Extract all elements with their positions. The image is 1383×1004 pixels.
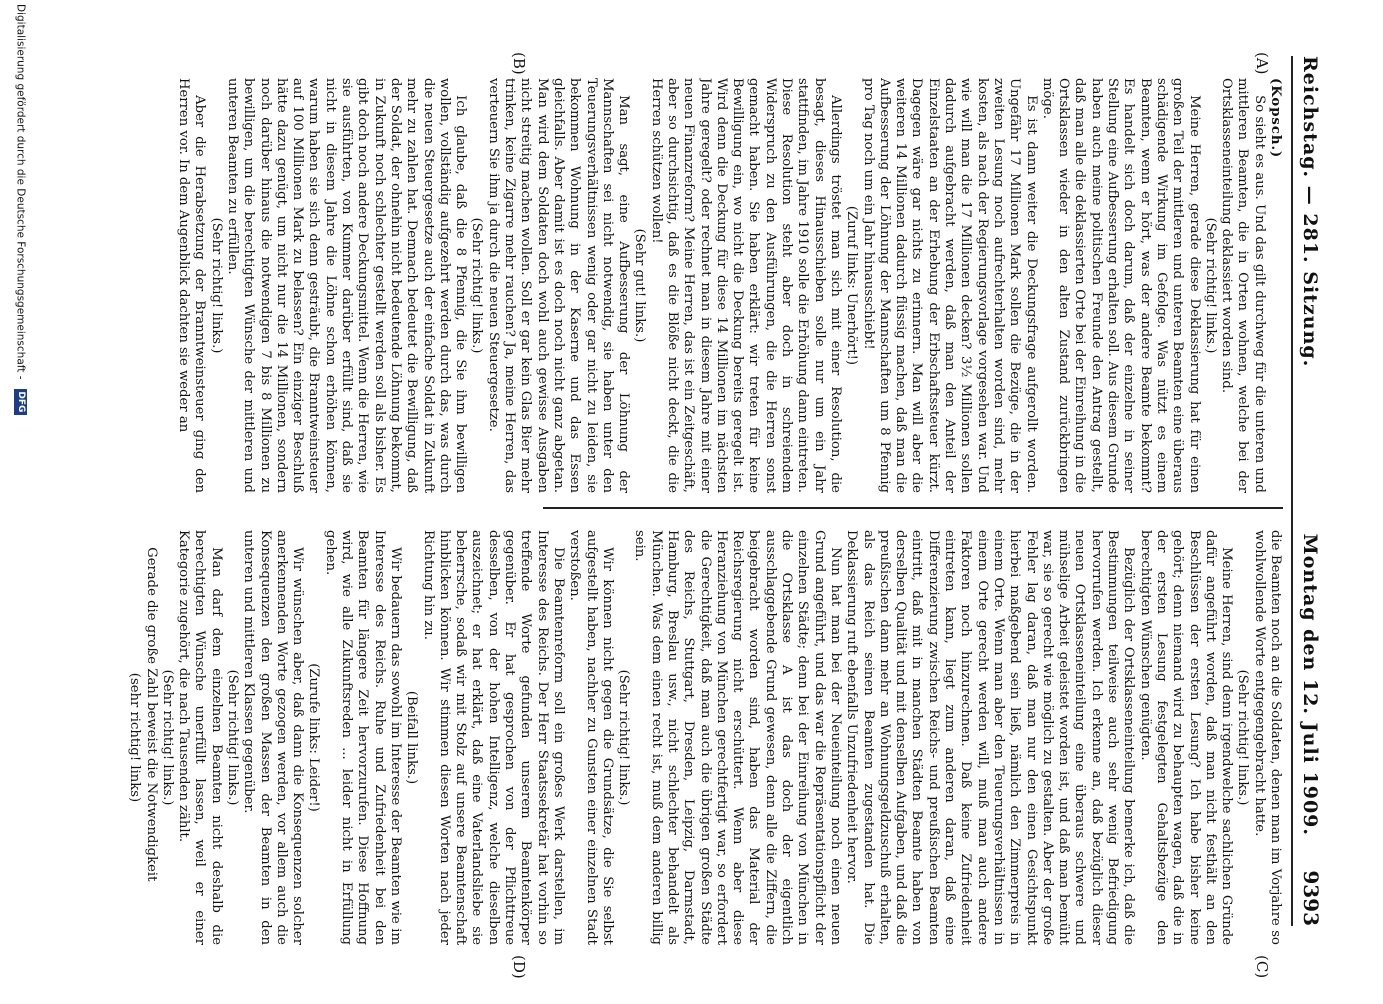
paragraph: Man darf dem einzelnen Beamten nicht deshalb die berechtigten Wünsche unerfüllt lassen, weil er einer Kategorie zugehört, die nach Tausenden zählt. — [176, 530, 224, 945]
paragraph: So sieht es aus. Und das gilt durchweg für die unteren und mittleren Beamten, die in Orten wohnen, welche bei der Ortsklasseneinteilung deklassiert worden sind. — [1219, 78, 1267, 493]
interjection: (Sehr gut! links.) — [632, 228, 648, 343]
interjection: (Sehr richtig! links.) — [1202, 217, 1218, 354]
interjection: (Sehr richtig! links.) — [208, 217, 224, 354]
margin-mark-a: (A) — [1253, 52, 1271, 75]
paragraph: Wir können nicht gegen die Grundsätze, die Sie selbst aufgestellt haben, nachher zu Gunsten einer einzelnen Stadt verstoßen. — [567, 530, 615, 945]
interjection: (Sehr richtig! links.) — [225, 669, 240, 806]
paragraph: Man sagt, eine Aufbesserung der Löhnung der Mannschaften sei nicht notwendig, sie haben unter den Teuerungsverhältnissen wenig oder gar nicht zu leiden, sie bekommen Wohnung in der Kaserne und das Essen gleichfalls. Aber damit ist es doch noch nicht ganz abgetan. Man wird dem Soldaten doch wohl auch gewisse Ausgaben nicht streitig machen wollen. Soll er gar kein Glas Bier mehr trinken, keine Zigarre mehr rauchen? Ja, meine Herren, das verteuern Sie ihm ja durch die neuen Steuergesetze. — [485, 78, 632, 493]
interjection: (Sehr richtig! links.) — [1235, 669, 1251, 806]
paragraph: Bezüglich der Ortsklasseneinteilung bemerke ich, daß die Bestimmungen teilweise auch sehr wenig Befriedigung hervorrufen werden. Ich erkenne an, daß bezüglich dieser neuen Ortsklasseneinteilung eine überaus schwere und mühselige Arbeit geleistet worden ist, und daß man bemüht war, sie so gerecht wie möglich zu gestalten. Aber der große Fehler lag daran, daß man nur den einen Gesichtspunkt hierbei maßgebend sein ließ, nämlich den Zimmerpreis in einem Orte. Wenn man aber den Teuerungsverhältnissen in einem Orte gerecht werden will, muß man auch andere Faktoren noch hinzurechnen. Daß keine Zufriedenheit eintreten kann, liegt zum anderen daran, daß eine Differenzierung zwischen Reichs- und preußischen Beamten eintritt, daß mit in manchen Städten Beamte haben von derselben Qualität und mit denselben Aufgaben, und daß die preußischen dann mehr an Wohnungsgeldzuschuß erhalten, als das Reich seinen Beamten zugestanden hat. Die Deklassierung ruft ebenfalls Unzufriedenheit hervor. — [844, 530, 1137, 945]
paragraph: Meine Herren, sind denn irgendwelche sachlichen Gründe dafür angeführt worden, daß man nicht festhält an den Beschlüssen der ersten Lesung? Ich habe bisher keine gehört; denn niemand wird zu behaupten wagen, daß die in der ersten Lesung festgelegten Gehaltsbezüge den berechtigten Wünschen genügten. — [1137, 530, 1235, 945]
digitization-credit — [14, 0, 27, 1004]
paragraph: Die Beamtenreform soll ein großes Werk darstellen, im Interesse des Reichs. Der Herr Staatssekretär hat vorhin so treffende Worte gefunden unserem Beamtenkörper gegenüber. Er hat gesprochen von der Pflichttreue desselben, von der hohen Intelligenz, welche dieselben auszeichnet; er hat erklärt, daß eine Vaterlandsliebe sie beherrsche, sodaß wir mit Stolz auf unsere Beamtenschaft hinblicken können. Wir stimmen diesen Worten nach jeder Richtung hin zu. — [420, 530, 566, 945]
paragraph: Allerdings tröstet man sich mit einer Resolution, die besagt, dieses Hinausschieben solle nur um ein Jahr stattfinden, im Jahre 1910 solle die Erhöhung dann eintreten. Diese Resolution steht aber doch in schreiendem Widerspruch zu den Ausführungen, die die Herren sonst gemacht haben. Sie haben erklärt: wir treten für keine Bewilligung ein, wo nicht die Deckung bereits geregelt ist. Wird denn die Deckung für diese 14 Millionen im nächsten Jahre geregelt? oder rechnet man in diesem Jahre mit einer neuen Finanzreform? Meine Herren, das ist ein Zeitgeschäft, aber so durchsichtig, daß es die Blöße nicht deckt, die die Herren schützen wollen! — [648, 78, 843, 493]
page-header — [1291, 56, 1327, 926]
paragraph: Nun hat man bei der Neueinteilung noch einen neuen Grund angeführt, und das war die Repräsentationspflicht der einzelnen Städte; denn bei der Einreihung von München in die Ortsklasse A ist das doch der eigentlich ausschlaggebende Grund gewesen, denn alle die Ziffern, die beigebracht worden sind, haben das Material der Reichsregierung nicht erschüttert. Wenn aber diese Heranziehung von München gerechtfertigt war, so erfordert die Gerechtigkeit, daß man auch die übrigen großen Städte des Reichs, Stuttgart, Dresden, Leipzig, Darmstadt, Hamburg, Breslau usw., nicht schlechter behandelt als München. Was dem einen recht ist, muß dem anderen billig sein. — [632, 530, 843, 945]
paragraph: Ich glaube, daß die 8 Pfennig, die Sie ihm bewilligen wollen, vollständig aufgezehrt werden durch das, was durch die neuen Steuergesetze auch der einfache Soldat in Zukunft mehr zu zahlen hat. Demnach bedeutet die Bewilligung, daß der Soldat, der ohnehin nicht bedeutende Löhnung bekommt, in Zukunft noch schlechter gestellt werden soll als bisher. Es gibt doch noch andere Deckungsmittel. Wenn die Herren, wie sie ausführten, von Kummer darüber erfüllt sind, daß sie nicht in diesem Jahre die Löhne schon erhöhen können, warum haben sie sich denn gesträubt, die Branntweinsteuer auf 100 Millionen Mark zu belassen? Ein einziger Beschluß hätte dazu genügt, um nicht nur die 14 Millionen, sondern noch darüber hinaus die notwendigen 7 bis 8 Millionen zu bewilligen, um die berechtigten Wünsche der mittleren und unteren Beamten zu erfüllen. — [225, 78, 469, 493]
interjection: (Zurufe links: Leider!) — [306, 663, 322, 812]
interjection: (Sehr richtig! links.) — [469, 217, 485, 354]
interjection: (Sehr richtig! links.) — [616, 669, 632, 806]
paragraph: Wir bedauern das sowohl im Interesse der Beamten wie im Interesse des Reichs. Ruhe und Zufriedenheit bei den Beamten für längere Zeit hervorzurufen. Diese Hoffnung wird, wie alle Zukunftsreden ... leider nicht in Erfüllung gehen. — [322, 530, 403, 945]
paragraph: Wir wünschen aber, daß dann die Konsequenzen solcher anerkennenden Worte gezogen werden, vor allem auch die Konsequenzen den großen Massen der Beamten in den unteren und mittleren Klassen gegenüber. — [241, 530, 306, 945]
column-divider — [543, 507, 1283, 509]
page-number: 9393 — [1299, 870, 1323, 926]
interjection: (sehr richtig! links) — [127, 672, 143, 803]
margin-mark-c: (C) — [1253, 955, 1271, 979]
interjection: (Zuruf links: Unerhört!) — [844, 205, 860, 366]
paragraph: Meine Herren, gerade diese Deklassierung hat für einen großen Teil der mittleren und unteren Beamten eine überaus schädigende Wirkung im Gefolge. Was nützt es einem Beamten, wenn er hört, was der andere Beamte bekommt? Es handelt sich doch darum, daß der einzelne in seiner Stellung eine Aufbesserung erhalten soll. Aus diesem Grunde haben auch meine politischen Freunde den Antrag gestellt, daß man alle die deklassierten Orte bei der Einreihung in die Ortsklassen wieder in den alten Zustand zurückbringen möge. — [1039, 78, 1202, 493]
header-session-title: Reichstag. — 281. Sitzung. — [1299, 56, 1321, 368]
credit-text: Digitalisierung gefördert durch die Deutsche Forschungsgemeinschaft - — [14, 4, 27, 380]
margin-mark-b: (B) — [510, 52, 528, 75]
interjection: (Beifall links.) — [404, 690, 420, 785]
right-text-column — [73, 530, 1283, 945]
left-text-column — [73, 78, 1283, 493]
speaker-label: (Kopsch.) — [1268, 78, 1283, 159]
margin-mark-d: (D) — [510, 955, 528, 979]
paragraph: Es ist dann weiter die Deckungsfrage aufgerollt worden. Ungefähr 17 Millionen Mark sollen die Bezüge, die in der zweiten Lesung noch aufrechterhalten worden sind, mehr kosten, als nach der Regierungsvorlage vorgesehen war. Und wie will man die 17 Millionen decken? 3½ Millionen sollen dadurch aufgebracht werden, daß man den Anteil der Einzelstaaten an der Erhebung der Erbschaftssteuer kürzt. Dagegen wäre gar nichts zu erinnern. Man will aber die weiteren 14 Millionen dadurch flüssig machen, daß man die Aufbesserung der Löhnung der Mannschaften um 8 Pfennig pro Tag noch um ein Jahr hinausschiebt! — [860, 78, 1039, 493]
paragraph: die Beamten noch an die Soldaten, denen man im Vorjahre so wohlwollende Worte entgegengebracht hatte. — [1251, 530, 1283, 945]
paragraph: Aber die Herabsetzung der Branntweinsteuer ging den Herren vor. In dem Augenblick dachten sie weder an — [176, 78, 208, 493]
header-date: Montag den 12. Juli 1909. — [1299, 533, 1321, 836]
dfg-logo-icon: DFG — [14, 389, 27, 415]
paragraph: Gerade die große Zahl beweist die Notwendigkeit — [143, 547, 159, 882]
interjection: (Sehr richtig! links.) — [159, 669, 175, 806]
